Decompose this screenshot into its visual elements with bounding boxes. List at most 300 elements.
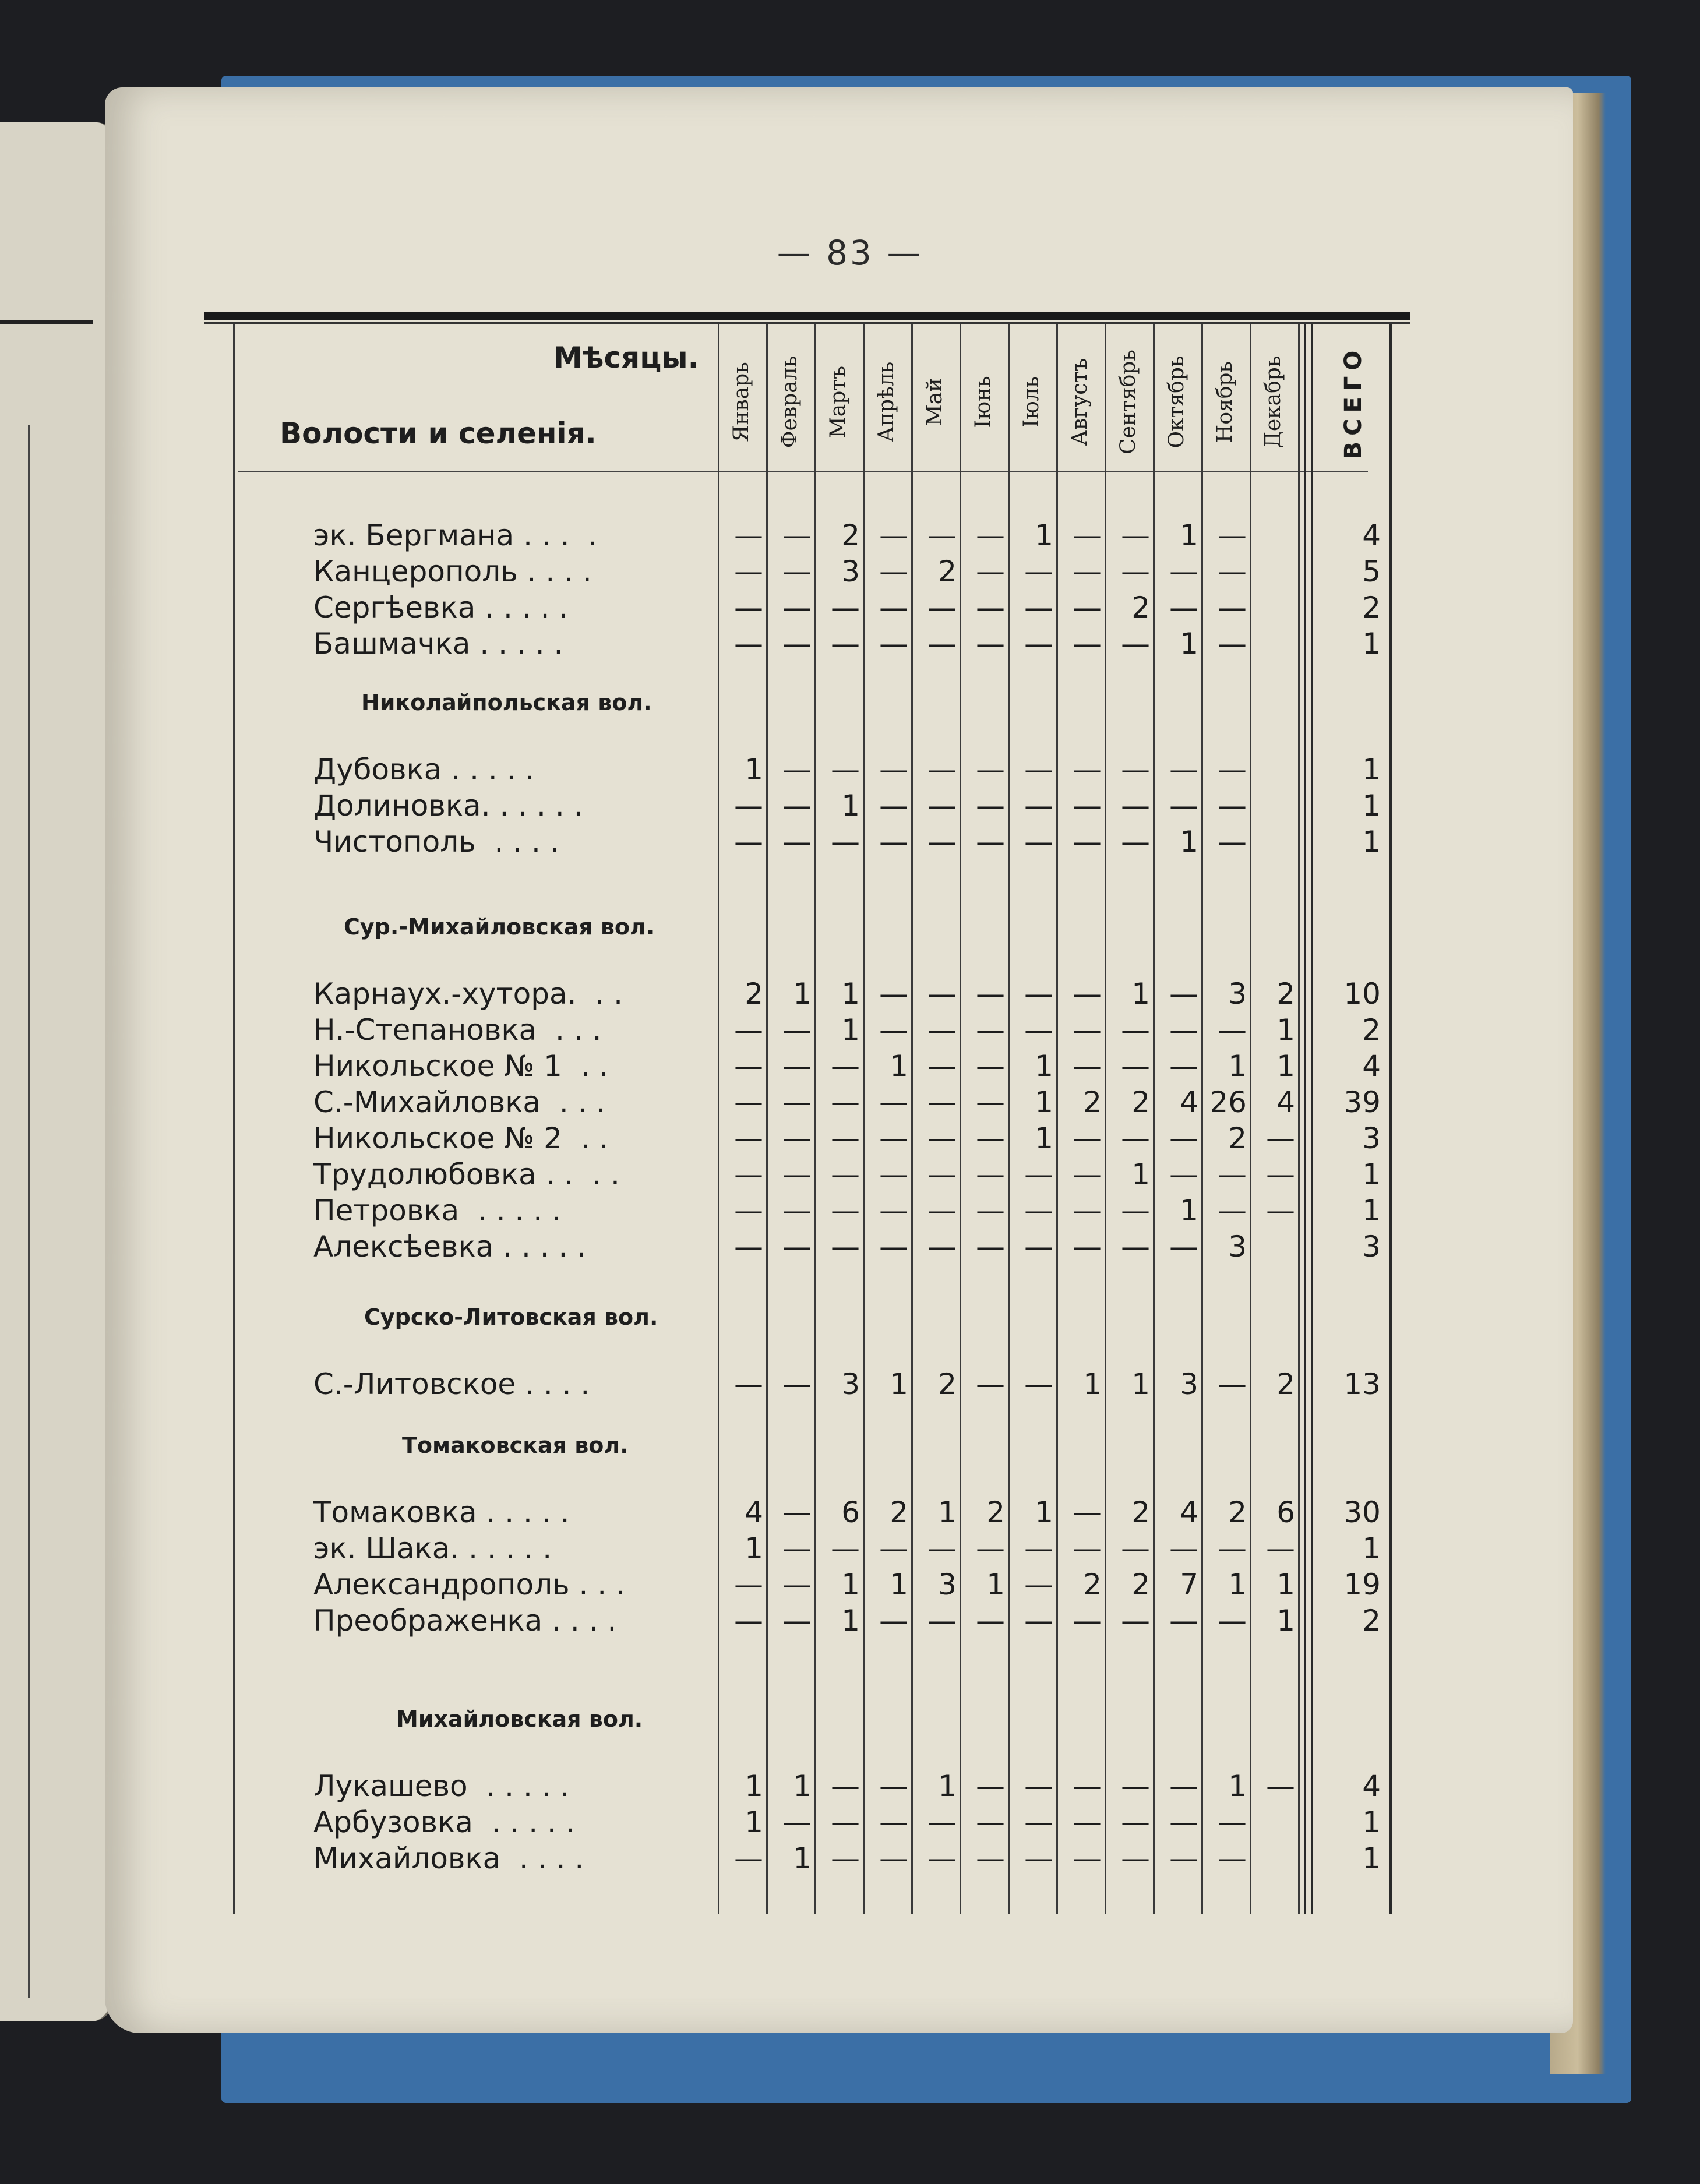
month-value: 7 <box>1180 1568 1198 1601</box>
table-row <box>0 1494 1700 1530</box>
month-value: — <box>1169 977 1198 1011</box>
left-page-digit <box>0 1273 5 1305</box>
month-value: — <box>782 1158 812 1191</box>
month-value: — <box>782 1230 812 1264</box>
month-value: — <box>734 591 763 624</box>
month-value: — <box>879 1805 908 1839</box>
month-value: 26 <box>1209 1085 1247 1119</box>
month-value: 1 <box>1228 1568 1247 1601</box>
months-label: Мѣсяцы. <box>553 341 699 375</box>
month-value: — <box>1073 518 1102 552</box>
month-value: — <box>976 1532 1005 1565</box>
month-value: — <box>734 1230 763 1264</box>
month-value: — <box>879 518 908 552</box>
month-value: — <box>927 1532 957 1565</box>
month-value: — <box>1073 1495 1102 1529</box>
month-value: — <box>879 825 908 859</box>
month-header: Октябрь <box>1165 355 1188 449</box>
left-page-digit <box>0 1682 5 1714</box>
month-value: 2 <box>1276 1367 1295 1401</box>
month-value: 3 <box>1228 1230 1247 1264</box>
month-value: — <box>879 1013 908 1047</box>
month-value: — <box>1266 1769 1295 1803</box>
month-value: — <box>1169 591 1198 624</box>
section-title: Сурско-Литовская вол. <box>364 1304 658 1330</box>
month-header: Апрѣль <box>874 361 898 443</box>
month-header: Сентябрь <box>1116 350 1140 454</box>
month-value: 2 <box>1131 1495 1150 1529</box>
month-value: — <box>831 1049 860 1083</box>
settlement-name: Карнаух.-хутора. . . <box>313 977 623 1011</box>
month-value: — <box>879 1085 908 1119</box>
month-value: — <box>1218 1194 1247 1227</box>
month-value: — <box>879 591 908 624</box>
row-total: 1 <box>1362 789 1381 823</box>
table-row <box>0 751 1700 788</box>
month-value: 1 <box>1228 1769 1247 1803</box>
month-value: 1 <box>793 1841 812 1875</box>
month-value: — <box>927 1604 957 1638</box>
table-row <box>0 590 1700 626</box>
month-value: — <box>734 1194 763 1227</box>
month-value: 2 <box>1131 591 1150 624</box>
month-value: — <box>976 1604 1005 1638</box>
row-total: 4 <box>1362 518 1381 552</box>
settlement-name: Алексѣевка . . . . . <box>313 1230 587 1264</box>
month-value: 1 <box>1083 1367 1102 1401</box>
month-value: 1 <box>1180 518 1198 552</box>
month-value: — <box>782 1604 812 1638</box>
month-value: — <box>1169 1013 1198 1047</box>
month-value: — <box>927 1230 957 1264</box>
month-value: — <box>1169 1532 1198 1565</box>
month-value: 1 <box>745 1805 763 1839</box>
settlement-name: Михайловка . . . . <box>313 1841 584 1875</box>
month-header: Май <box>923 377 947 426</box>
month-value: 1 <box>1035 1495 1053 1529</box>
month-value: — <box>831 1158 860 1191</box>
month-value: — <box>734 555 763 588</box>
month-value: — <box>1169 1805 1198 1839</box>
table-row <box>0 1603 1700 1639</box>
month-value: — <box>1073 1805 1102 1839</box>
month-value: — <box>1073 1013 1102 1047</box>
month-value: — <box>976 1230 1005 1264</box>
month-value: 3 <box>1180 1367 1198 1401</box>
month-value: — <box>976 1194 1005 1227</box>
month-value: — <box>1121 1805 1150 1839</box>
month-value: — <box>782 1367 812 1401</box>
month-value: — <box>1024 1013 1053 1047</box>
month-value: — <box>831 1805 860 1839</box>
month-value: — <box>927 1194 957 1227</box>
month-value: 2 <box>1083 1085 1102 1119</box>
month-value: 4 <box>745 1495 763 1529</box>
month-value: 1 <box>1035 518 1053 552</box>
month-value: — <box>1073 1532 1102 1565</box>
month-value: — <box>1218 789 1247 823</box>
month-value: — <box>879 1121 908 1155</box>
page-number: — 83 — <box>777 233 923 273</box>
month-value: 1 <box>841 789 860 823</box>
month-value: — <box>1169 1769 1198 1803</box>
month-value: — <box>1024 1568 1053 1601</box>
month-value: — <box>927 825 957 859</box>
left-page-digit <box>0 1462 5 1494</box>
month-value: — <box>1266 1532 1295 1565</box>
row-total: 1 <box>1362 1532 1381 1565</box>
month-value: — <box>1121 789 1150 823</box>
row-total: 30 <box>1343 1495 1381 1529</box>
month-value: — <box>1218 591 1247 624</box>
section-title: Николайпольская вол. <box>361 690 652 715</box>
month-value: 3 <box>841 1367 860 1401</box>
month-value: — <box>782 1194 812 1227</box>
month-value: — <box>1073 789 1102 823</box>
month-value: — <box>1218 518 1247 552</box>
month-value: — <box>1218 753 1247 786</box>
month-value: 1 <box>890 1367 908 1401</box>
month-value: 1 <box>1276 1604 1295 1638</box>
month-value: — <box>831 753 860 786</box>
table-row <box>0 1366 1700 1402</box>
month-value: 1 <box>1180 1194 1198 1227</box>
row-total: 2 <box>1362 1604 1381 1638</box>
month-value: — <box>1218 1367 1247 1401</box>
month-value: — <box>1073 977 1102 1011</box>
month-value: — <box>782 518 812 552</box>
month-value: 2 <box>1083 1568 1102 1601</box>
month-value: — <box>782 591 812 624</box>
settlement-name: С.-Литовское . . . . <box>313 1367 590 1401</box>
month-value: — <box>1073 1230 1102 1264</box>
month-value: — <box>1024 1805 1053 1839</box>
month-value: — <box>879 1230 908 1264</box>
month-value: — <box>734 1121 763 1155</box>
month-value: — <box>976 627 1005 661</box>
settlement-name: Никольское № 2 . . <box>313 1121 609 1155</box>
month-value: — <box>976 1013 1005 1047</box>
settlement-name: эк. Бергмана . . . . <box>313 518 598 552</box>
settlement-name: Башмачка . . . . . <box>313 627 563 661</box>
settlement-name: Долиновка. . . . . . <box>313 789 583 823</box>
month-value: — <box>1218 1532 1247 1565</box>
month-value: — <box>1169 1158 1198 1191</box>
month-value: — <box>1073 1121 1102 1155</box>
month-value: — <box>1073 1769 1102 1803</box>
month-value: — <box>1024 977 1053 1011</box>
month-value: — <box>1218 1158 1247 1191</box>
month-value: 1 <box>841 977 860 1011</box>
month-value: — <box>1073 1604 1102 1638</box>
month-value: — <box>927 627 957 661</box>
month-value: — <box>976 1049 1005 1083</box>
row-total: 1 <box>1362 753 1381 786</box>
month-value: 1 <box>1276 1049 1295 1083</box>
settlement-name: Петровка . . . . . <box>313 1194 561 1227</box>
month-value: — <box>1169 1841 1198 1875</box>
settlement-name: эк. Шака. . . . . . <box>313 1532 552 1565</box>
month-value: 2 <box>938 555 957 588</box>
month-value: — <box>1218 1604 1247 1638</box>
month-value: — <box>879 1158 908 1191</box>
month-value: — <box>879 1532 908 1565</box>
settlement-name: Томаковка . . . . . <box>313 1495 570 1529</box>
month-value: — <box>782 789 812 823</box>
month-value: — <box>782 1568 812 1601</box>
row-total: 1 <box>1362 1158 1381 1191</box>
month-value: 1 <box>890 1568 908 1601</box>
month-value: — <box>1266 1158 1295 1191</box>
table-row <box>0 1048 1700 1084</box>
month-value: 2 <box>1276 977 1295 1011</box>
month-value: 2 <box>1228 1121 1247 1155</box>
month-value: — <box>782 627 812 661</box>
month-value: 2 <box>1131 1085 1150 1119</box>
row-total: 2 <box>1362 1013 1381 1047</box>
month-value: — <box>734 1367 763 1401</box>
month-value: — <box>1121 1121 1150 1155</box>
month-value: — <box>1169 789 1198 823</box>
month-value: 2 <box>986 1495 1005 1529</box>
left-page-digit <box>0 1399 5 1431</box>
table-row <box>0 976 1700 1012</box>
month-value: — <box>927 518 957 552</box>
month-value: — <box>1218 825 1247 859</box>
row-total: 39 <box>1343 1085 1381 1119</box>
month-value: — <box>879 1769 908 1803</box>
month-value: — <box>831 1769 860 1803</box>
left-page-digit <box>0 1714 5 1745</box>
month-value: — <box>734 1085 763 1119</box>
month-value: — <box>782 753 812 786</box>
month-value: 6 <box>1276 1495 1295 1529</box>
table-row <box>0 1229 1700 1265</box>
month-value: 1 <box>1035 1121 1053 1155</box>
month-value: — <box>927 1085 957 1119</box>
month-value: — <box>976 555 1005 588</box>
month-value: — <box>1024 1841 1053 1875</box>
month-value: — <box>1073 1194 1102 1227</box>
month-value: 4 <box>1276 1085 1295 1119</box>
month-value: — <box>1024 825 1053 859</box>
month-value: 1 <box>1035 1085 1053 1119</box>
month-value: — <box>1121 1049 1150 1083</box>
month-value: — <box>1073 825 1102 859</box>
month-value: — <box>1169 1049 1198 1083</box>
row-total: 4 <box>1362 1769 1381 1803</box>
row-total: 13 <box>1343 1367 1381 1401</box>
month-value: — <box>1024 1769 1053 1803</box>
month-value: — <box>927 977 957 1011</box>
month-value: — <box>1073 753 1102 786</box>
month-value: — <box>782 1013 812 1047</box>
month-value: — <box>976 591 1005 624</box>
month-value: — <box>879 1841 908 1875</box>
month-value: — <box>831 591 860 624</box>
month-value: — <box>1073 1158 1102 1191</box>
month-value: 1 <box>745 1532 763 1565</box>
section-title: Сур.-Михайловская вол. <box>344 914 655 940</box>
month-header: Январь <box>729 362 753 442</box>
month-value: — <box>1121 825 1150 859</box>
row-total: 1 <box>1362 1194 1381 1227</box>
month-value: — <box>1024 1604 1053 1638</box>
month-header: Іюнь <box>971 376 995 428</box>
month-value: — <box>1024 1194 1053 1227</box>
month-value: — <box>927 789 957 823</box>
month-value: — <box>734 1841 763 1875</box>
month-value: — <box>927 1121 957 1155</box>
month-value: 1 <box>793 1769 812 1803</box>
table-row <box>0 1120 1700 1156</box>
table-row <box>0 1804 1700 1840</box>
month-value: — <box>734 518 763 552</box>
month-value: — <box>1121 1230 1150 1264</box>
month-value: 1 <box>1180 627 1198 661</box>
settlement-name: Трудолюбовка . . . . <box>313 1158 620 1191</box>
month-value: — <box>1073 555 1102 588</box>
month-value: 2 <box>1131 1568 1150 1601</box>
month-value: — <box>831 825 860 859</box>
month-value: — <box>879 555 908 588</box>
table-top-thin-rule <box>204 322 1410 324</box>
table-row <box>0 1840 1700 1876</box>
month-value: — <box>976 753 1005 786</box>
month-value: 1 <box>1276 1568 1295 1601</box>
month-value: 1 <box>1131 1367 1150 1401</box>
month-value: — <box>1024 1158 1053 1191</box>
month-value: — <box>1121 1841 1150 1875</box>
month-value: — <box>734 1013 763 1047</box>
month-value: — <box>976 977 1005 1011</box>
month-value: 1 <box>1035 1049 1053 1083</box>
month-value: — <box>734 1158 763 1191</box>
month-value: — <box>734 1604 763 1638</box>
month-value: — <box>1121 1532 1150 1565</box>
row-total: 3 <box>1362 1230 1381 1264</box>
month-header: Іюль <box>1020 376 1043 428</box>
month-value: — <box>1121 753 1150 786</box>
month-value: — <box>1024 1230 1053 1264</box>
month-value: — <box>734 789 763 823</box>
month-value: — <box>1218 627 1247 661</box>
settlement-name: Чистополь . . . . <box>313 825 559 859</box>
settlement-name: Н.-Степановка . . . <box>313 1013 602 1047</box>
row-total: 2 <box>1362 591 1381 624</box>
month-value: 1 <box>793 977 812 1011</box>
month-value: — <box>831 1230 860 1264</box>
left-page-digit <box>0 1336 5 1368</box>
month-value: — <box>831 1085 860 1119</box>
month-value: 3 <box>938 1568 957 1601</box>
month-value: — <box>976 1085 1005 1119</box>
left-page-digit <box>0 1651 5 1682</box>
month-value: 3 <box>841 555 860 588</box>
month-value: — <box>879 753 908 786</box>
month-value: 1 <box>1180 825 1198 859</box>
month-value: — <box>1024 555 1053 588</box>
month-value: 4 <box>1180 1085 1198 1119</box>
month-value: — <box>1169 1604 1198 1638</box>
table-row <box>0 824 1700 860</box>
month-value: — <box>1121 518 1150 552</box>
row-total: 3 <box>1362 1121 1381 1155</box>
month-value: — <box>1073 1049 1102 1083</box>
month-value: — <box>1169 1230 1198 1264</box>
month-value: — <box>976 1158 1005 1191</box>
month-value: — <box>927 1841 957 1875</box>
month-value: — <box>1169 555 1198 588</box>
table-top-rule <box>204 312 1410 320</box>
month-value: — <box>1024 789 1053 823</box>
month-value: — <box>879 627 908 661</box>
month-value: — <box>782 1495 812 1529</box>
month-value: — <box>927 753 957 786</box>
month-value: — <box>1073 627 1102 661</box>
month-value: — <box>1169 753 1198 786</box>
month-value: 4 <box>1180 1495 1198 1529</box>
month-value: — <box>831 1194 860 1227</box>
month-value: — <box>1266 1194 1295 1227</box>
month-value: 1 <box>1228 1049 1247 1083</box>
month-value: — <box>1121 1194 1150 1227</box>
header-bottom-rule <box>238 471 1368 472</box>
month-value: 1 <box>938 1769 957 1803</box>
row-total: 1 <box>1362 825 1381 859</box>
month-value: 1 <box>745 1769 763 1803</box>
month-value: — <box>1024 753 1053 786</box>
settlement-name: Канцерополь . . . . <box>313 555 592 588</box>
month-value: — <box>831 1841 860 1875</box>
month-value: 1 <box>841 1568 860 1601</box>
month-value: — <box>976 518 1005 552</box>
table-row <box>0 517 1700 553</box>
settlement-name: Дубовка . . . . . <box>313 753 535 786</box>
month-header: Августъ <box>1068 358 1092 446</box>
month-value: — <box>1073 591 1102 624</box>
month-value: — <box>1121 1013 1150 1047</box>
month-value: 1 <box>938 1495 957 1529</box>
month-value: — <box>1121 1604 1150 1638</box>
left-page-rule <box>0 320 93 324</box>
month-value: — <box>1024 591 1053 624</box>
month-value: — <box>879 1604 908 1638</box>
total-header: ВСЕГО <box>1340 344 1367 460</box>
month-value: — <box>976 1841 1005 1875</box>
month-value: 3 <box>1228 977 1247 1011</box>
month-value: — <box>927 1158 957 1191</box>
month-value: — <box>734 825 763 859</box>
settlement-name: Преображенка . . . . <box>313 1604 617 1638</box>
month-value: — <box>831 1121 860 1155</box>
settlement-name: Александрополь . . . <box>313 1568 625 1601</box>
month-value: 1 <box>841 1013 860 1047</box>
table-row <box>0 626 1700 662</box>
month-value: 2 <box>745 977 763 1011</box>
row-total: 5 <box>1362 555 1381 588</box>
section-title: Михайловская вол. <box>396 1706 643 1732</box>
table-row <box>0 1192 1700 1229</box>
month-header: Февраль <box>778 355 802 449</box>
month-value: — <box>927 1805 957 1839</box>
month-value: — <box>976 1367 1005 1401</box>
table-row <box>0 1156 1700 1192</box>
table-row <box>0 1566 1700 1603</box>
month-value: — <box>782 1805 812 1839</box>
month-value: — <box>1121 1769 1150 1803</box>
month-header: Мартъ <box>826 365 850 439</box>
